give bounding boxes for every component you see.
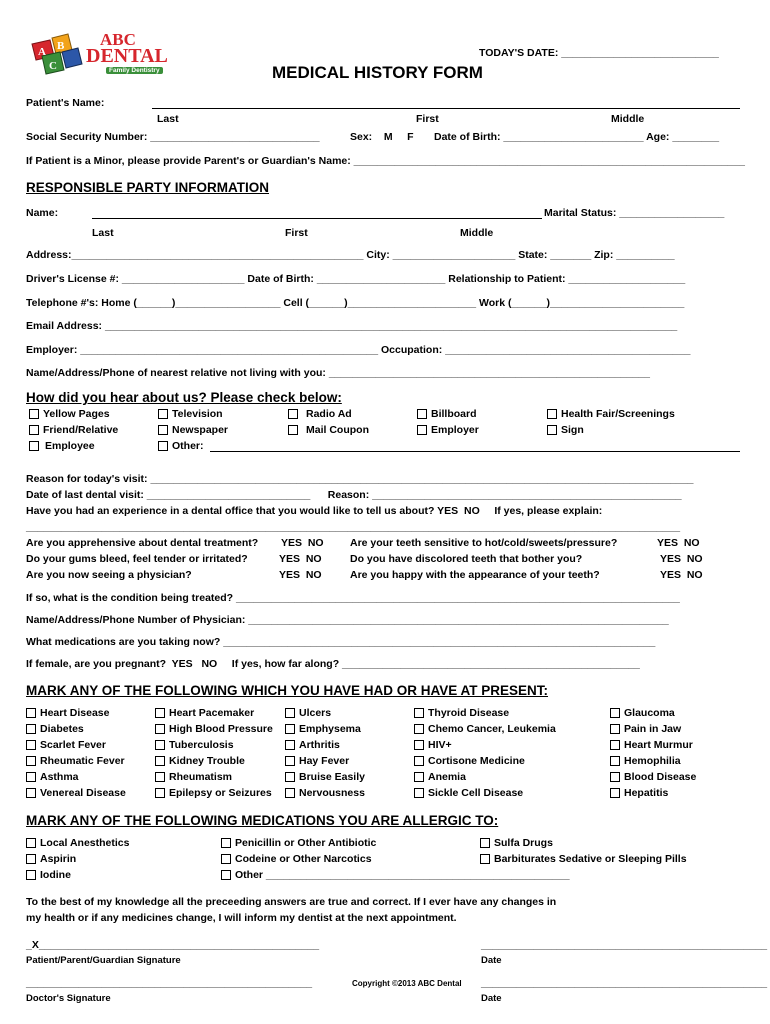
- abc-dental-logo: [28, 30, 178, 78]
- medications-field[interactable]: What medications are you taking now? __________________________________________________________________________: [26, 636, 656, 648]
- condition-treated-field[interactable]: If so, what is the condition being treated? ____________________________________________________________________________: [26, 592, 680, 604]
- checkbox[interactable]: [221, 870, 231, 880]
- logo-tagline: Family Dentistry: [106, 67, 163, 74]
- svg-text:C: C: [49, 60, 57, 72]
- patient-signature-line[interactable]: _X________________________________________________: [26, 939, 320, 951]
- option-label: Asthma: [40, 771, 79, 783]
- doctor-signature-label: Doctor's Signature: [26, 993, 111, 1004]
- question-text: Do your gums bleed, feel tender or irritated?: [26, 553, 248, 565]
- checkbox[interactable]: [29, 425, 39, 435]
- option-label: HIV+: [428, 739, 452, 751]
- option-label: Television: [172, 408, 223, 420]
- checkbox[interactable]: [610, 708, 620, 718]
- option-label: High Blood Pressure: [169, 723, 273, 735]
- option-label: Hepatitis: [624, 787, 669, 799]
- option-label: Rheumatic Fever: [40, 755, 125, 767]
- checkbox[interactable]: [26, 854, 36, 864]
- drivers-license-row[interactable]: Driver's License #: _____________________ Date of Birth: ______________________ Relationship to Patient: ____________________: [26, 273, 686, 285]
- checkbox[interactable]: [155, 724, 165, 734]
- option-label: Mail Coupon: [306, 424, 369, 436]
- option-label: Radio Ad: [306, 408, 352, 420]
- patient-signature-label: Patient/Parent/Guardian Signature: [26, 955, 181, 966]
- email-field[interactable]: Email Address: __________________________________________________________________________________________________: [26, 320, 678, 332]
- checkbox[interactable]: [158, 425, 168, 435]
- checkbox[interactable]: [417, 409, 427, 419]
- checkbox[interactable]: [414, 708, 424, 718]
- option-label: Scarlet Fever: [40, 739, 106, 751]
- option-label: Diabetes: [40, 723, 84, 735]
- option-label: Kidney Trouble: [169, 755, 245, 767]
- patient-sub-middle: Middle: [611, 113, 645, 125]
- reason-for-visit-field[interactable]: Reason for today's visit: _____________________________________________________________________________________________: [26, 473, 694, 485]
- option-label: Epilepsy or Seizures: [169, 787, 272, 799]
- checkbox[interactable]: [221, 838, 231, 848]
- option-label: Rheumatism: [169, 771, 233, 783]
- checkbox[interactable]: [26, 870, 36, 880]
- option-label: Codeine or Other Narcotics: [235, 853, 372, 865]
- option-label: Blood Disease: [624, 771, 697, 783]
- checkbox[interactable]: [155, 772, 165, 782]
- option-label: Emphysema: [299, 723, 361, 735]
- other-referral-field[interactable]: [210, 451, 740, 452]
- option-label: Bruise Easily: [299, 771, 365, 783]
- patient-sub-first: First: [416, 113, 439, 125]
- yes-no-choice[interactable]: YES NO: [660, 553, 703, 565]
- option-label: Nervousness: [299, 787, 365, 799]
- yes-no-choice[interactable]: YES NO: [660, 569, 703, 581]
- responsible-sub-middle: Middle: [460, 227, 494, 239]
- question-text: Are you apprehensive about dental treatment?: [26, 537, 259, 549]
- option-label: Billboard: [431, 408, 477, 420]
- option-label: Glaucoma: [624, 707, 675, 719]
- checkbox[interactable]: [480, 854, 490, 864]
- option-label: Employer: [431, 424, 479, 436]
- attestation-statement: my health or if any medicines change, I will inform my dentist at the next appointment.: [26, 912, 457, 924]
- ssn-field[interactable]: Social Security Number: _____________________________: [26, 131, 320, 143]
- option-label: Barbiturates Sedative or Sleeping Pills: [494, 853, 687, 865]
- checkbox[interactable]: [26, 838, 36, 848]
- checkbox[interactable]: [26, 724, 36, 734]
- option-label: Thyroid Disease: [428, 707, 510, 719]
- option-label: Penicillin or Other Antibiotic: [235, 837, 377, 849]
- allergies-heading: MARK ANY OF THE FOLLOWING MEDICATIONS YOU ARE ALLERGIC TO:: [26, 813, 499, 828]
- checkbox[interactable]: [285, 708, 295, 718]
- checkbox[interactable]: [26, 756, 36, 766]
- last-dental-visit-row[interactable]: Date of last dental visit: ____________________________ Reason: _____________________________________________________: [26, 489, 682, 501]
- checkbox[interactable]: [285, 772, 295, 782]
- checkbox[interactable]: [414, 724, 424, 734]
- pregnancy-row[interactable]: If female, are you pregnant? YES NO If yes, how far along? ___________________________________________________: [26, 658, 640, 670]
- patient-name-field[interactable]: [152, 108, 740, 109]
- checkbox[interactable]: [288, 409, 298, 419]
- option-label: Sign: [561, 424, 584, 436]
- question-text: Are you happy with the appearance of your teeth?: [350, 569, 600, 581]
- yes-no-choice[interactable]: YES NO: [657, 537, 700, 549]
- checkbox[interactable]: [285, 740, 295, 750]
- referral-heading: How did you hear about us? Please check below:: [26, 390, 342, 405]
- checkbox[interactable]: [610, 740, 620, 750]
- checkbox[interactable]: [221, 854, 231, 864]
- checkbox[interactable]: [26, 708, 36, 718]
- checkbox[interactable]: [158, 409, 168, 419]
- checkbox[interactable]: [547, 425, 557, 435]
- option-label: Arthritis: [299, 739, 340, 751]
- doctor-date-line[interactable]: _________________________________________________: [481, 977, 768, 989]
- option-label: Employee: [45, 440, 95, 452]
- checkbox[interactable]: [285, 724, 295, 734]
- checkbox[interactable]: [610, 724, 620, 734]
- employer-row[interactable]: Employer: ___________________________________________________ Occupation: __________________________________________: [26, 344, 691, 356]
- form-title: MEDICAL HISTORY FORM: [272, 63, 483, 82]
- responsible-name-label: Name:: [26, 207, 59, 219]
- checkbox[interactable]: [158, 441, 168, 451]
- checkbox[interactable]: [288, 425, 298, 435]
- checkbox[interactable]: [610, 756, 620, 766]
- question-text: Do you have discolored teeth that bother you?: [350, 553, 583, 565]
- telephone-row[interactable]: Telephone #'s: Home (______)__________________ Cell (______)______________________ Work (______)_______________________: [26, 297, 685, 309]
- patient-sub-last: Last: [157, 113, 179, 125]
- question-text: Are you now seeing a physician?: [26, 569, 192, 581]
- patient-dob-field[interactable]: Date of Birth: ________________________ Age: ________: [434, 131, 720, 143]
- option-label: Cortisone Medicine: [428, 755, 525, 767]
- marital-status-field[interactable]: Marital Status: __________________: [544, 207, 725, 219]
- patient-date-label: Date: [481, 955, 502, 966]
- checkbox[interactable]: [285, 756, 295, 766]
- logo-brand-bottom: DENTAL: [86, 45, 168, 67]
- patient-name-label: Patient's Name:: [26, 97, 105, 109]
- yes-no-choice[interactable]: YES NO: [279, 569, 322, 581]
- checkbox[interactable]: [285, 788, 295, 798]
- alphabet-blocks-icon: [28, 30, 84, 78]
- option-label: Friend/Relative: [43, 424, 119, 436]
- checkbox[interactable]: [480, 838, 490, 848]
- checkbox[interactable]: [29, 409, 39, 419]
- checkbox[interactable]: [610, 772, 620, 782]
- yes-no-choice[interactable]: YES NO: [281, 537, 324, 549]
- address-row[interactable]: Address:__________________________________________________ City: _____________________ State: _______ Zip: __________: [26, 249, 675, 261]
- option-label: Other ____________________________________________________: [235, 869, 570, 881]
- question-text: Are your teeth sensitive to hot/cold/sweets/pressure?: [350, 537, 618, 549]
- checkbox[interactable]: [155, 788, 165, 798]
- yes-no-choice[interactable]: YES NO: [279, 553, 322, 565]
- todays-date-field[interactable]: TODAY'S DATE: ___________________________: [479, 47, 719, 59]
- checkbox[interactable]: [414, 740, 424, 750]
- checkbox[interactable]: [414, 788, 424, 798]
- option-label: Sulfa Drugs: [494, 837, 553, 849]
- checkbox[interactable]: [26, 772, 36, 782]
- option-label: Newspaper: [172, 424, 229, 436]
- option-label: Other:: [172, 440, 204, 452]
- copyright-text: Copyright ©2013 ABC Dental: [352, 979, 462, 988]
- checkbox[interactable]: [155, 756, 165, 766]
- checkbox[interactable]: [29, 441, 39, 451]
- option-label: Local Anesthetics: [40, 837, 130, 849]
- checkbox[interactable]: [414, 772, 424, 782]
- logo-brand-top: ABC: [100, 30, 136, 49]
- option-label: Yellow Pages: [43, 408, 110, 420]
- option-label: Hemophilia: [624, 755, 681, 767]
- responsible-sub-last: Last: [92, 227, 114, 239]
- responsible-party-heading: RESPONSIBLE PARTY INFORMATION: [26, 180, 270, 195]
- checkbox[interactable]: [155, 740, 165, 750]
- attestation-statement: To the best of my knowledge all the preceeding answers are true and correct. If I ever have any changes in: [26, 896, 557, 908]
- patient-date-line[interactable]: _________________________________________________: [481, 939, 768, 951]
- physician-field[interactable]: Name/Address/Phone Number of Physician: ________________________________________________________________________: [26, 614, 669, 626]
- checkbox[interactable]: [414, 756, 424, 766]
- option-label: Sickle Cell Disease: [428, 787, 524, 799]
- doctor-date-label: Date: [481, 993, 502, 1004]
- option-label: Heart Disease: [40, 707, 110, 719]
- option-label: Chemo Cancer, Leukemia: [428, 723, 556, 735]
- sex-field[interactable]: Sex: M F: [350, 131, 414, 143]
- dental-experience-question[interactable]: Have you had an experience in a dental office that you would like to tell us about? YES NO If yes, please explain:: [26, 505, 603, 517]
- option-label: Heart Pacemaker: [169, 707, 255, 719]
- option-label: Hay Fever: [299, 755, 350, 767]
- option-label: Aspirin: [40, 853, 77, 865]
- option-label: Ulcers: [299, 707, 332, 719]
- checkbox[interactable]: [547, 409, 557, 419]
- guardian-name-field[interactable]: If Patient is a Minor, please provide Parent's or Guardian's Name: ___________________________________________________________________: [26, 155, 745, 167]
- responsible-name-field[interactable]: [92, 218, 542, 219]
- checkbox[interactable]: [417, 425, 427, 435]
- option-label: Anemia: [428, 771, 466, 783]
- checkbox[interactable]: [155, 708, 165, 718]
- checkbox[interactable]: [26, 788, 36, 798]
- doctor-signature-line[interactable]: _________________________________________________: [26, 977, 313, 989]
- responsible-sub-first: First: [285, 227, 308, 239]
- svg-text:A: A: [38, 46, 46, 58]
- option-label: Pain in Jaw: [624, 723, 682, 735]
- checkbox[interactable]: [26, 740, 36, 750]
- option-label: Heart Murmur: [624, 739, 693, 751]
- option-label: Iodine: [40, 869, 71, 881]
- conditions-heading: MARK ANY OF THE FOLLOWING WHICH YOU HAVE HAD OR HAVE AT PRESENT:: [26, 683, 549, 698]
- option-label: Health Fair/Screenings: [561, 408, 675, 420]
- svg-text:B: B: [57, 40, 65, 52]
- explanation-field[interactable]: ________________________________________________________________________________________________________________: [26, 521, 681, 533]
- checkbox[interactable]: [610, 788, 620, 798]
- option-label: Venereal Disease: [40, 787, 126, 799]
- option-label: Tuberculosis: [169, 739, 234, 751]
- nearest-relative-field[interactable]: Name/Address/Phone of nearest relative not living with you: _______________________________________________________: [26, 367, 650, 379]
